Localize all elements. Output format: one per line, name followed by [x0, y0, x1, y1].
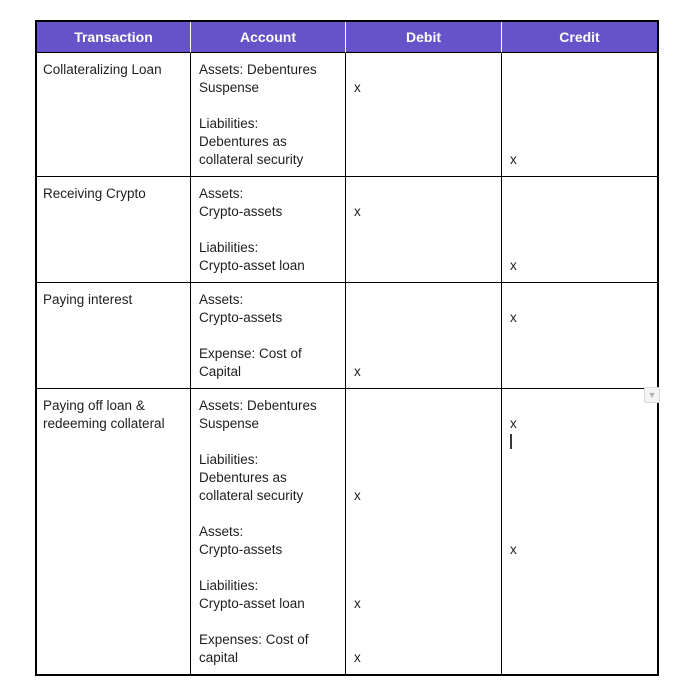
empty-line: [354, 257, 495, 275]
account-line: Crypto-asset loan: [199, 258, 305, 273]
credit-mark: x: [510, 258, 517, 273]
empty-line: [354, 559, 495, 577]
table-header-row: [37, 22, 657, 53]
account-line: Assets:: [199, 524, 244, 539]
empty-line: [510, 451, 651, 469]
account-line: Debentures as: [199, 470, 287, 485]
debit-mark: x: [354, 650, 361, 665]
empty-line: [199, 613, 339, 631]
empty-line: [510, 631, 651, 649]
empty-line: [510, 397, 651, 415]
debit-cell[interactable]: [346, 283, 502, 389]
empty-line: [510, 559, 651, 577]
account-line: Expenses: Cost of: [199, 632, 309, 647]
empty-line: [354, 541, 495, 559]
empty-line: [354, 185, 495, 203]
empty-line: [354, 345, 495, 363]
empty-line: [354, 577, 495, 595]
transaction-cell[interactable]: [37, 53, 191, 177]
header-label: Transaction: [74, 29, 153, 45]
account-line: Assets: Debentures: [199, 62, 317, 77]
debit-mark: x: [354, 364, 361, 379]
empty-line: [354, 433, 495, 451]
table-row: [37, 389, 657, 674]
empty-line: [354, 309, 495, 327]
header-cell-debit[interactable]: [346, 22, 502, 53]
empty-line: [510, 79, 651, 97]
account-line: collateral security: [199, 488, 304, 503]
account-line: Liabilities:: [199, 240, 259, 255]
chevron-down-icon: ▼: [647, 389, 657, 400]
account-line: Liabilities:: [199, 578, 259, 593]
accounting-journal-table: [35, 20, 659, 676]
header-label: Credit: [559, 29, 600, 45]
empty-line: [510, 505, 651, 523]
transaction-label: Paying interest: [43, 292, 133, 307]
debit-mark: x: [354, 596, 361, 611]
empty-line: [199, 505, 339, 523]
empty-line: [354, 151, 495, 169]
empty-line: [354, 133, 495, 151]
account-line: Debentures as: [199, 134, 287, 149]
account-line: Suspense: [199, 416, 260, 431]
table-dropdown-button[interactable]: [644, 387, 660, 403]
account-line: Liabilities:: [199, 116, 259, 131]
account-cell[interactable]: [191, 177, 346, 283]
empty-line: [510, 97, 651, 115]
transaction-label: Collateralizing Loan: [43, 62, 162, 77]
text-cursor: [510, 434, 512, 449]
credit-mark: x: [510, 310, 517, 325]
empty-line: [354, 61, 495, 79]
account-line: Crypto-assets: [199, 542, 283, 557]
header-cell-credit[interactable]: [502, 22, 657, 53]
empty-line: [199, 97, 339, 115]
credit-cell[interactable]: [502, 53, 657, 177]
debit-cell[interactable]: [346, 389, 502, 674]
account-line: Suspense: [199, 80, 260, 95]
empty-line: [510, 613, 651, 631]
header-label: Account: [240, 29, 296, 45]
transaction-cell[interactable]: [37, 283, 191, 389]
empty-line: [354, 523, 495, 541]
credit-mark: x: [510, 416, 517, 431]
transaction-cell[interactable]: [37, 177, 191, 283]
account-cell[interactable]: [191, 389, 346, 674]
credit-cell[interactable]: [502, 177, 657, 283]
credit-cell[interactable]: [502, 283, 657, 389]
empty-line: [510, 61, 651, 79]
empty-line: [354, 451, 495, 469]
header-cell-account[interactable]: [191, 22, 346, 53]
credit-mark: x: [510, 542, 517, 557]
account-line: Crypto-assets: [199, 204, 283, 219]
debit-cell[interactable]: [346, 177, 502, 283]
empty-line: [354, 469, 495, 487]
debit-cell[interactable]: [346, 53, 502, 177]
empty-line: [354, 613, 495, 631]
transaction-cell[interactable]: [37, 389, 191, 674]
empty-line: [354, 291, 495, 309]
transaction-label: Paying off loan & redeeming collateral: [43, 398, 165, 431]
empty-line: [199, 327, 339, 345]
empty-line: [510, 115, 651, 133]
account-cell[interactable]: [191, 283, 346, 389]
account-line: collateral security: [199, 152, 304, 167]
empty-line: [510, 185, 651, 203]
account-line: Assets:: [199, 292, 244, 307]
credit-mark: x: [510, 152, 517, 167]
empty-line: [510, 595, 651, 613]
account-cell[interactable]: [191, 53, 346, 177]
empty-line: [510, 469, 651, 487]
empty-line: [510, 327, 651, 345]
empty-line: [510, 577, 651, 595]
empty-line: [354, 415, 495, 433]
account-line: Assets: Debentures: [199, 398, 317, 413]
empty-line: [510, 203, 651, 221]
empty-line: [354, 97, 495, 115]
empty-line: [354, 397, 495, 415]
account-line: Liabilities:: [199, 452, 259, 467]
credit-cell[interactable]: [502, 389, 657, 674]
empty-line: [354, 505, 495, 523]
empty-line: [510, 433, 651, 451]
table-row: [37, 53, 657, 177]
account-line: capital: [199, 650, 239, 665]
empty-line: [510, 345, 651, 363]
empty-line: [510, 239, 651, 257]
empty-line: [510, 221, 651, 239]
empty-line: [354, 221, 495, 239]
empty-line: [199, 221, 339, 239]
transaction-label: Receiving Crypto: [43, 186, 146, 201]
empty-line: [510, 523, 651, 541]
account-line: Crypto-assets: [199, 310, 283, 325]
empty-line: [510, 133, 651, 151]
empty-line: [354, 327, 495, 345]
header-label: Debit: [406, 29, 441, 45]
header-cell-transaction[interactable]: [37, 22, 191, 53]
account-line: Crypto-asset loan: [199, 596, 305, 611]
debit-mark: x: [354, 488, 361, 503]
empty-line: [354, 115, 495, 133]
table-body: [37, 53, 657, 674]
table-row: [37, 283, 657, 389]
empty-line: [354, 239, 495, 257]
account-line: Expense: Cost of: [199, 346, 302, 361]
empty-line: [510, 649, 651, 667]
account-line: Capital: [199, 364, 242, 379]
empty-line: [510, 291, 651, 309]
empty-line: [199, 433, 339, 451]
empty-line: [354, 631, 495, 649]
table-row: [37, 177, 657, 283]
empty-line: [199, 559, 339, 577]
empty-line: [510, 487, 651, 505]
debit-mark: x: [354, 80, 361, 95]
debit-mark: x: [354, 204, 361, 219]
account-line: Assets:: [199, 186, 244, 201]
empty-line: [510, 363, 651, 381]
